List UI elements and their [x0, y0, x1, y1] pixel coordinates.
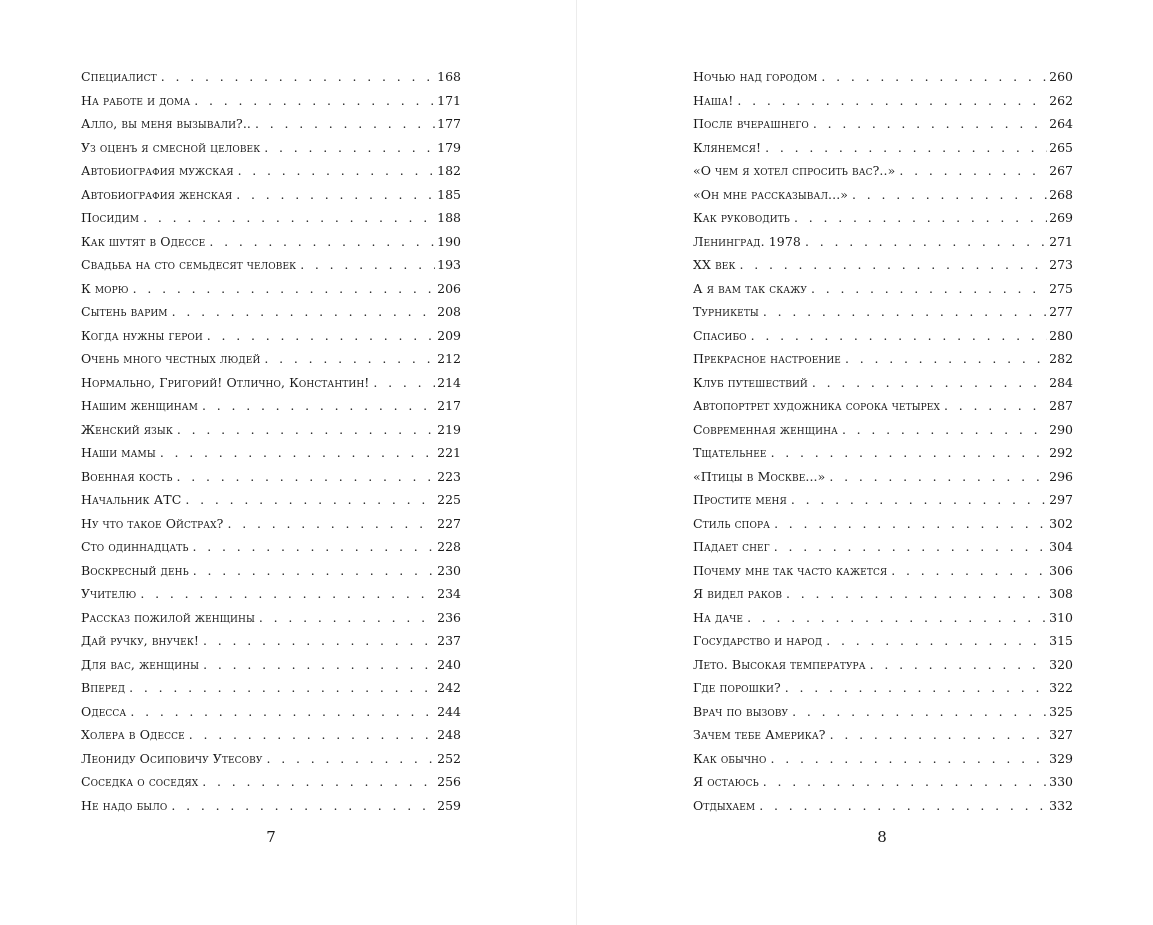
toc-entry	[693, 488, 1073, 512]
left-page	[0, 0, 576, 925]
toc-entry-page: 252	[437, 750, 461, 766]
toc-entry	[693, 65, 1073, 89]
toc-entry	[693, 183, 1073, 207]
toc-entry-title: Государство и народ	[693, 629, 826, 653]
toc-leader-dots	[737, 89, 1047, 113]
toc-entry	[81, 136, 461, 160]
toc-leader-dots	[185, 488, 435, 512]
toc-entry-page: 268	[1049, 186, 1073, 202]
toc-entry-title: Простите меня	[693, 488, 791, 512]
toc-leader-dots	[202, 770, 435, 794]
toc-entry-page: 236	[437, 609, 461, 625]
toc-list-right	[693, 65, 1073, 817]
toc-leader-dots	[811, 277, 1047, 301]
toc-entry	[693, 230, 1073, 254]
toc-entry-title: Наша!	[693, 89, 737, 113]
toc-entry	[693, 371, 1073, 395]
toc-entry-title: Как руководить	[693, 206, 794, 230]
toc-entry-page: 237	[437, 633, 461, 648]
toc-entry-title: Автобиография мужская	[81, 159, 238, 183]
toc-entry-title: Лето. Высокая температура	[693, 653, 870, 677]
toc-entry-title: Ну что такое Ойстрах?	[81, 512, 227, 536]
toc-entry	[693, 747, 1073, 771]
toc-leader-dots	[189, 723, 435, 747]
toc-entry-page: 248	[437, 727, 461, 742]
toc-entry-title: После вчерашнего	[693, 112, 813, 136]
toc-entry-page: 171	[437, 92, 461, 108]
toc-entry-page: 168	[437, 69, 461, 84]
toc-leader-dots	[193, 535, 436, 559]
toc-leader-dots	[207, 324, 435, 348]
toc-entry-page: 332	[1049, 797, 1073, 813]
toc-entry-title: Я видел раков	[693, 582, 786, 606]
toc-entry-page: 297	[1049, 492, 1073, 507]
toc-entry	[693, 112, 1073, 136]
toc-entry	[81, 394, 461, 418]
toc-leader-dots	[774, 535, 1047, 559]
toc-entry-title: Стиль спора	[693, 512, 774, 536]
toc-entry-page: 280	[1049, 327, 1073, 343]
toc-entry-title: Леониду Осиповичу Утесову	[81, 747, 266, 771]
toc-leader-dots	[140, 582, 435, 606]
toc-entry	[693, 629, 1073, 653]
toc-entry	[81, 230, 461, 254]
toc-entry-title: Одесса	[81, 700, 130, 724]
toc-leader-dots	[791, 488, 1047, 512]
toc-leader-dots	[238, 159, 436, 183]
toc-entry-page: 262	[1049, 92, 1073, 108]
toc-entry	[693, 770, 1073, 794]
toc-entry	[81, 606, 461, 630]
toc-entry-page: 242	[437, 680, 461, 695]
toc-entry-title: Воскресный день	[81, 559, 193, 583]
toc-leader-dots	[202, 394, 435, 418]
toc-leader-dots	[209, 230, 435, 254]
toc-entry-page: 327	[1049, 727, 1073, 742]
toc-entry-title: Когда нужны герои	[81, 324, 207, 348]
toc-leader-dots	[763, 770, 1047, 794]
toc-leader-dots	[899, 159, 1047, 183]
toc-entry-title: Нашим женщинам	[81, 394, 202, 418]
toc-entry	[693, 465, 1073, 489]
toc-entry-title: Ленинград. 1978	[693, 230, 805, 254]
toc-entry	[81, 112, 461, 136]
toc-entry	[693, 277, 1073, 301]
toc-leader-dots	[255, 112, 435, 136]
toc-leader-dots	[765, 136, 1047, 160]
toc-entry-title: К морю	[81, 277, 133, 301]
toc-entry-page: 271	[1049, 233, 1073, 249]
toc-leader-dots	[785, 676, 1047, 700]
toc-leader-dots	[740, 253, 1048, 277]
toc-entry	[693, 89, 1073, 113]
toc-entry	[81, 488, 461, 512]
toc-entry-page: 296	[1049, 468, 1073, 484]
toc-entry-page: 177	[437, 116, 461, 131]
toc-entry-title: Отдыхаем	[693, 794, 759, 818]
toc-entry-page: 193	[437, 257, 461, 272]
toc-entry	[693, 394, 1073, 418]
toc-entry-title: «О чем я хотел спросить вас?..»	[693, 159, 899, 183]
toc-entry-title: Специалист	[81, 65, 161, 89]
toc-entry-page: 179	[437, 139, 461, 155]
toc-entry-page: 227	[437, 515, 461, 531]
toc-entry-title: Автобиография женская	[81, 183, 236, 207]
toc-leader-dots	[172, 300, 436, 324]
toc-list-left	[81, 65, 461, 817]
toc-entry-page: 320	[1049, 656, 1073, 672]
toc-entry-title: Дай ручку, внучек!	[81, 629, 203, 653]
toc-entry	[81, 700, 461, 724]
toc-entry-page: 182	[437, 163, 461, 178]
toc-entry-title: Посидим	[81, 206, 143, 230]
toc-entry-title: Свадьба на сто семьдесят человек	[81, 253, 300, 277]
toc-entry-title: Зачем тебе Америка?	[693, 723, 830, 747]
toc-entry-title: Как шутят в Одессе	[81, 230, 209, 254]
toc-entry	[693, 347, 1073, 371]
toc-entry-page: 240	[437, 656, 461, 672]
toc-leader-dots	[842, 418, 1047, 442]
toc-leader-dots	[747, 606, 1047, 630]
toc-entry-title: Соседка о соседях	[81, 770, 202, 794]
toc-entry-page: 223	[437, 468, 461, 484]
toc-leader-dots	[830, 723, 1048, 747]
toc-leader-dots	[130, 700, 435, 724]
toc-entry-title: А я вам так скажу	[693, 277, 811, 301]
toc-entry-page: 329	[1049, 750, 1073, 766]
toc-leader-dots	[870, 653, 1048, 677]
toc-entry-page: 209	[437, 327, 461, 343]
toc-entry	[81, 347, 461, 371]
toc-leader-dots	[813, 112, 1047, 136]
page-number-left: 7	[266, 828, 276, 846]
toc-entry	[81, 371, 461, 395]
toc-entry-page: 219	[437, 421, 461, 437]
toc-entry	[693, 559, 1073, 583]
toc-entry	[81, 770, 461, 794]
toc-leader-dots	[786, 582, 1047, 606]
toc-entry-page: 244	[437, 703, 461, 719]
toc-entry-title: Учителю	[81, 582, 140, 606]
toc-entry-page: 306	[1049, 562, 1073, 578]
toc-entry-title: Нормально, Григорий! Отлично, Константин!	[81, 371, 373, 395]
toc-leader-dots	[129, 676, 435, 700]
toc-entry	[81, 723, 461, 747]
toc-entry-title: Я остаюсь	[693, 770, 763, 794]
toc-entry-title: Уз оценъ я смесной целовек	[81, 136, 264, 160]
toc-entry-title: Очень много честных людей	[81, 347, 264, 371]
toc-entry-page: 322	[1049, 680, 1073, 695]
toc-leader-dots	[203, 653, 435, 677]
toc-entry	[81, 747, 461, 771]
toc-leader-dots	[177, 465, 436, 489]
toc-entry-page: 259	[437, 797, 461, 813]
toc-entry	[693, 441, 1073, 465]
toc-entry-title: Клянемся!	[693, 136, 765, 160]
toc-entry-title: Прекрасное настроение	[693, 347, 845, 371]
toc-leader-dots	[751, 324, 1047, 348]
toc-entry	[81, 653, 461, 677]
toc-leader-dots	[852, 183, 1047, 207]
toc-entry-page: 292	[1049, 445, 1073, 460]
toc-entry-page: 310	[1049, 609, 1073, 625]
toc-entry-page: 214	[437, 374, 461, 390]
toc-leader-dots	[177, 418, 435, 442]
toc-entry-page: 217	[437, 398, 461, 413]
toc-entry	[693, 418, 1073, 442]
toc-entry	[693, 535, 1073, 559]
toc-leader-dots	[891, 559, 1047, 583]
toc-leader-dots	[794, 206, 1047, 230]
toc-leader-dots	[300, 253, 435, 277]
toc-leader-dots	[821, 65, 1047, 89]
toc-entry-title: Холера в Одессе	[81, 723, 189, 747]
toc-entry-page: 208	[437, 304, 461, 319]
toc-entry-page: 275	[1049, 280, 1073, 296]
toc-entry	[81, 89, 461, 113]
toc-entry-page: 234	[437, 586, 461, 601]
toc-entry-title: Врач по вызову	[693, 700, 792, 724]
toc-entry-title: Спасибо	[693, 324, 751, 348]
toc-leader-dots	[826, 629, 1047, 653]
toc-leader-dots	[266, 747, 435, 771]
toc-entry-title: На работе и дома	[81, 89, 194, 113]
right-page	[577, 0, 1153, 925]
toc-leader-dots	[944, 394, 1047, 418]
toc-entry	[693, 159, 1073, 183]
toc-leader-dots	[829, 465, 1047, 489]
toc-entry	[81, 324, 461, 348]
toc-entry-page: 304	[1049, 539, 1073, 554]
toc-entry	[81, 277, 461, 301]
toc-entry-page: 269	[1049, 210, 1073, 225]
toc-entry-page: 315	[1049, 633, 1073, 648]
toc-leader-dots	[774, 512, 1047, 536]
toc-entry	[693, 723, 1073, 747]
toc-entry-title: Сытень варим	[81, 300, 172, 324]
toc-entry	[693, 606, 1073, 630]
toc-leader-dots	[845, 347, 1047, 371]
toc-entry-page: 260	[1049, 69, 1073, 84]
toc-entry-title: Почему мне так часто кажется	[693, 559, 891, 583]
toc-leader-dots	[194, 89, 435, 113]
toc-leader-dots	[805, 230, 1047, 254]
toc-entry	[693, 794, 1073, 818]
toc-entry-title: Не надо было	[81, 794, 171, 818]
toc-leader-dots	[770, 747, 1047, 771]
toc-leader-dots	[160, 441, 435, 465]
toc-entry-page: 284	[1049, 374, 1073, 390]
toc-entry	[693, 676, 1073, 700]
toc-leader-dots	[143, 206, 435, 230]
toc-entry	[81, 418, 461, 442]
toc-entry	[81, 300, 461, 324]
toc-leader-dots	[171, 794, 435, 818]
toc-leader-dots	[203, 629, 435, 653]
toc-entry-title: XX век	[693, 253, 740, 277]
toc-entry-title: Для вас, женщины	[81, 653, 203, 677]
toc-entry-title: «Он мне рассказывал...»	[693, 183, 852, 207]
toc-entry	[81, 629, 461, 653]
toc-entry-page: 273	[1049, 257, 1073, 272]
toc-entry-title: Где порошки?	[693, 676, 785, 700]
toc-entry-title: Ночью над городом	[693, 65, 821, 89]
toc-leader-dots	[373, 371, 435, 395]
toc-leader-dots	[771, 441, 1048, 465]
toc-entry-page: 256	[437, 774, 461, 789]
toc-entry	[693, 700, 1073, 724]
toc-entry	[81, 206, 461, 230]
toc-entry-page: 190	[437, 233, 461, 249]
toc-entry-page: 265	[1049, 139, 1073, 155]
toc-entry-page: 325	[1049, 703, 1073, 719]
page-number-right: 8	[877, 828, 887, 846]
toc-entry-title: Тщательнее	[693, 441, 771, 465]
toc-leader-dots	[812, 371, 1047, 395]
toc-entry-title: На даче	[693, 606, 747, 630]
toc-entry	[81, 65, 461, 89]
toc-entry-page: 228	[437, 539, 461, 554]
toc-leader-dots	[763, 300, 1047, 324]
toc-entry-title: Автопортрет художника сорока четырех	[693, 394, 944, 418]
toc-leader-dots	[264, 347, 435, 371]
toc-leader-dots	[227, 512, 435, 536]
toc-entry-title: Как обычно	[693, 747, 770, 771]
toc-entry-title: Рассказ пожилой женщины	[81, 606, 259, 630]
toc-entry	[81, 512, 461, 536]
toc-entry	[81, 676, 461, 700]
toc-entry	[81, 559, 461, 583]
toc-entry-title: Алло, вы меня вызывали?..	[81, 112, 255, 136]
toc-entry	[693, 653, 1073, 677]
toc-leader-dots	[236, 183, 435, 207]
toc-entry-title: Клуб путешествий	[693, 371, 812, 395]
toc-entry	[81, 159, 461, 183]
toc-entry-title: Начальник АТС	[81, 488, 185, 512]
toc-entry-title: Вперед	[81, 676, 129, 700]
toc-leader-dots	[792, 700, 1047, 724]
toc-entry-page: 230	[437, 562, 461, 578]
toc-leader-dots	[193, 559, 435, 583]
toc-leader-dots	[264, 136, 435, 160]
toc-entry-page: 185	[437, 186, 461, 202]
toc-entry	[81, 183, 461, 207]
toc-entry-title: «Птицы в Москве...»	[693, 465, 829, 489]
toc-leader-dots	[759, 794, 1047, 818]
toc-entry-title: Наши мамы	[81, 441, 160, 465]
toc-entry-page: 277	[1049, 304, 1073, 319]
toc-entry-title: Турникеты	[693, 300, 763, 324]
toc-entry-page: 287	[1049, 398, 1073, 413]
toc-entry-title: Военная кость	[81, 465, 177, 489]
toc-entry-page: 188	[437, 210, 461, 225]
toc-entry-page: 225	[437, 492, 461, 507]
toc-entry-page: 302	[1049, 515, 1073, 531]
toc-leader-dots	[133, 277, 436, 301]
toc-entry	[693, 324, 1073, 348]
toc-entry-page: 308	[1049, 586, 1073, 601]
toc-entry-title: Падает снег	[693, 535, 774, 559]
toc-entry-title: Женский язык	[81, 418, 177, 442]
toc-entry	[693, 582, 1073, 606]
toc-entry-page: 330	[1049, 774, 1073, 789]
toc-entry-title: Сто одиннадцать	[81, 535, 193, 559]
toc-entry	[81, 253, 461, 277]
toc-entry-page: 267	[1049, 163, 1073, 178]
toc-entry-title: Современная женщина	[693, 418, 842, 442]
toc-entry	[693, 206, 1073, 230]
toc-entry	[81, 535, 461, 559]
toc-entry-page: 264	[1049, 116, 1073, 131]
toc-entry	[81, 582, 461, 606]
toc-entry-page: 221	[437, 445, 461, 460]
toc-entry	[81, 441, 461, 465]
toc-leader-dots	[161, 65, 435, 89]
toc-entry-page: 212	[437, 351, 461, 366]
toc-entry-page: 206	[437, 280, 461, 296]
toc-leader-dots	[259, 606, 435, 630]
toc-entry-page: 282	[1049, 351, 1073, 366]
toc-entry	[693, 253, 1073, 277]
toc-entry	[693, 300, 1073, 324]
toc-entry	[693, 512, 1073, 536]
toc-entry-page: 290	[1049, 421, 1073, 437]
toc-entry	[693, 136, 1073, 160]
toc-entry	[81, 794, 461, 818]
toc-entry	[81, 465, 461, 489]
